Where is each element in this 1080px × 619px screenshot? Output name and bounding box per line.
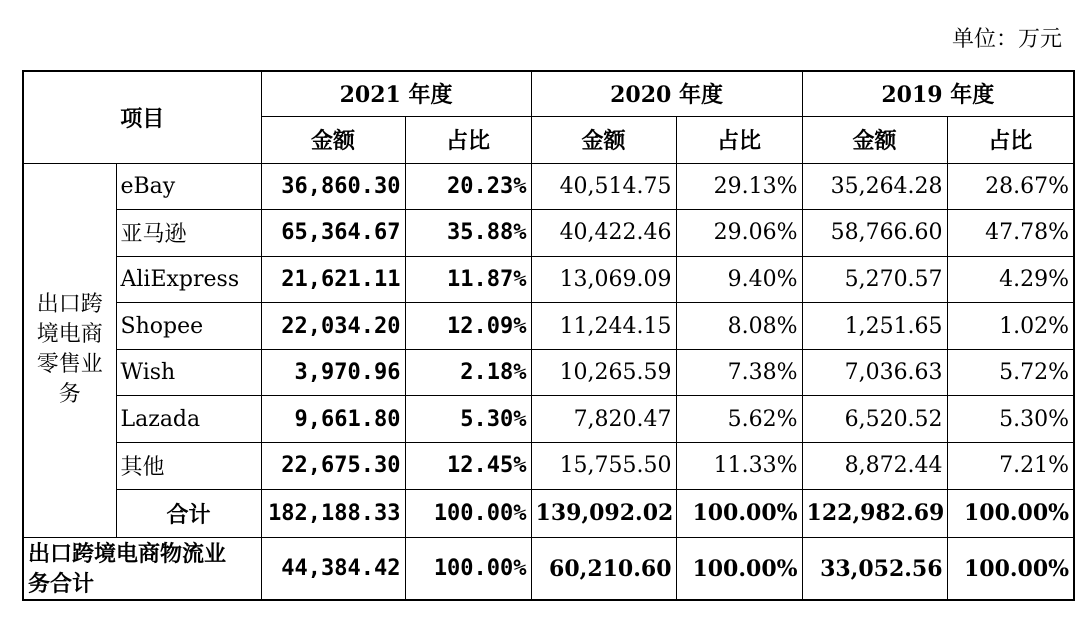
table-row: Wish 3,970.96 2.18% 10,265.59 7.38% 7,036.63 5.72% — [23, 349, 1074, 396]
table-row: 其他 22,675.30 12.45% 15,755.50 11.33% 8,872.44 7.21% — [23, 442, 1074, 489]
platform-name: Shopee — [116, 303, 261, 350]
subtotal-row: 合计 182,188.33 100.00% 139,092.02 100.00% 122,982.69 100.00% — [23, 489, 1074, 538]
subtotal-label: 合计 — [116, 489, 261, 538]
table-row: 亚马逊 65,364.67 35.88% 40,422.46 29.06% 58,766.60 47.78% — [23, 210, 1074, 257]
platform-name: Lazada — [116, 396, 261, 443]
header-row-years — [23, 71, 1074, 116]
year-header-2019: 2019 年度 — [802, 71, 1074, 116]
logistics-total-row: 出口跨境电商物流业 务合计 44,384.42 100.00% 60,210.60 100.00% 33,052.56 100.00% — [23, 538, 1074, 600]
ratio-header-2021: 占比 — [405, 116, 531, 163]
amount-header-2021: 金额 — [261, 116, 405, 163]
amount-header-2019: 金额 — [802, 116, 947, 163]
unit-label: 单位：万元 — [951, 27, 1062, 52]
platform-name: eBay — [116, 163, 261, 210]
table-row: Lazada 9,661.80 5.30% 7,820.47 5.62% 6,520.52 5.30% — [23, 396, 1074, 443]
table-row: AliExpress 21,621.11 11.87% 13,069.09 9.40% 5,270.57 4.29% — [23, 256, 1074, 303]
table-row: Shopee 22,034.20 12.09% 11,244.15 8.08% 1,251.65 1.02% — [23, 303, 1074, 350]
revenue-by-platform-table — [22, 70, 1075, 601]
year-header-2021: 2021 年度 — [261, 71, 531, 116]
table-row: 出口跨 境电商 零售业 务 eBay 36,860.30 20.23% 40,514.75 29.13% 35,264.28 28.67% — [23, 163, 1074, 210]
amount-header-2020: 金额 — [531, 116, 676, 163]
platform-name: 其他 — [116, 442, 261, 489]
year-header-2020: 2020 年度 — [531, 71, 802, 116]
platform-name: AliExpress — [116, 256, 261, 303]
ratio-header-2020: 占比 — [676, 116, 802, 163]
item-header: 项目 — [23, 71, 261, 163]
ratio-header-2019: 占比 — [947, 116, 1074, 163]
platform-name: 亚马逊 — [116, 210, 261, 257]
platform-name: Wish — [116, 349, 261, 396]
logistics-total-label: 出口跨境电商物流业 务合计 — [23, 538, 261, 600]
group-label: 出口跨 境电商 零售业 务 — [23, 163, 116, 538]
